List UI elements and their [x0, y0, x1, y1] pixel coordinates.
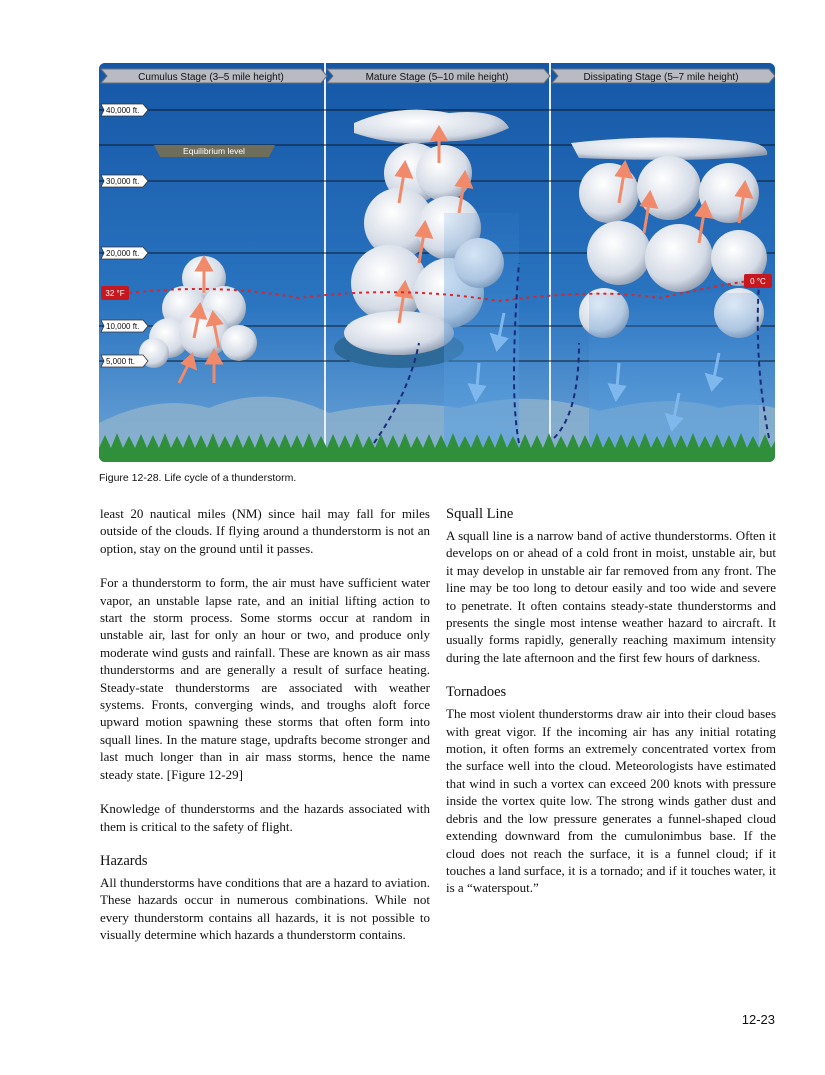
altitude-label: 20,000 ft.	[106, 249, 140, 258]
right-column	[446, 505, 776, 914]
paragraph: Knowledge of thunderstorms and the hazards associated with them is critical to the safety of flight.	[100, 801, 430, 834]
paragraph: least 20 nautical miles (NM) since hail may fall for miles outside of the clouds. If flying around a thunderstorm is not an option, stay on the ground until it passes.	[100, 506, 430, 556]
thunderstorm-figure	[99, 63, 775, 462]
altitude-label: 30,000 ft.	[106, 177, 140, 186]
stage-label-cumulus: Cumulus Stage (3–5 mile height)	[138, 72, 284, 83]
altitude-label: 5,000 ft.	[106, 357, 135, 366]
altitude-label: 10,000 ft.	[106, 322, 140, 331]
mature-rain	[444, 213, 519, 448]
paragraph: All thunderstorms have conditions that are a hazard to aviation. These hazards occur in numerous combinations. While not every thunderstorm contains all hazards, it is not possible to visually determine which hazards a thunderstorm contains.	[100, 874, 430, 943]
page-number: 12-23	[741, 1012, 775, 1027]
section-heading-tornadoes: Tornadoes	[446, 684, 507, 701]
altitude-label: 40,000 ft.	[106, 106, 140, 115]
paragraph: A squall line is a narrow band of active thunderstorms. Often it develops on or ahead of a cold front in moist, unstable air, but it may develop in unstable air far removed from any front. The line may be too long to detour easily and too wide and severe to penetrate. It often contains steady-state thunderstorms and presents the single most intense weather hazard to aircraft. It usually forms rapidly, generally reaching maximum intensity during the late afternoon and the first few hours of darkness.	[446, 528, 776, 665]
freezing-f-label: 32 °F	[105, 289, 125, 298]
section-heading-hazards: Hazards	[100, 852, 148, 869]
figure-caption: Figure 12-28. Life cycle of a thunderstorm.	[99, 472, 297, 484]
equilibrium-level-label: Equilibrium level	[183, 146, 245, 156]
freezing-c-label: 0 °C	[750, 277, 766, 286]
left-column	[100, 505, 430, 961]
section-heading-squall-line: Squall Line	[446, 506, 514, 522]
paragraph: The most violent thunderstorms draw air into their cloud bases with great vigor. If the incoming air has any initial rotating motion, it often forms an extremely concentrated vortex from the surface well into the cloud. Meteorologists have estimated that wind in such a vortex can exceed 200 knots with pressure inside the vortex quite low. The strong winds gather dust and debris and the low pressure generates a funnel-shaped cloud extending downward from the cumulonimbus base. If the cloud does not reach the surface, it is a funnel cloud; if it touches a land surface, it is a tornado; and if it touches water, it is a “waterspout.”	[446, 706, 776, 896]
paragraph: For a thunderstorm to form, the air must have sufficient water vapor, an unstable lapse rate, and an initial lifting action to start the storm process. Some storms occur at random in unstable air, last for only an hour or two, and produce only moderate wind gusts and rainfall. These are known as air mass thunderstorms and are generally a result of surface heating. Steady-state thunderstorms are associated with weather systems. Fronts, converging winds, and troughs aloft force upward motion spawning these storms that often form into squall lines. In the mature stage, updrafts become stronger and last much longer than in air mass storms, hence the name steady state. [Figure 12-29]	[100, 575, 430, 782]
stage-label-mature: Mature Stage (5–10 mile height)	[365, 72, 509, 83]
stage-label-dissipating: Dissipating Stage (5–7 mile height)	[583, 72, 739, 83]
